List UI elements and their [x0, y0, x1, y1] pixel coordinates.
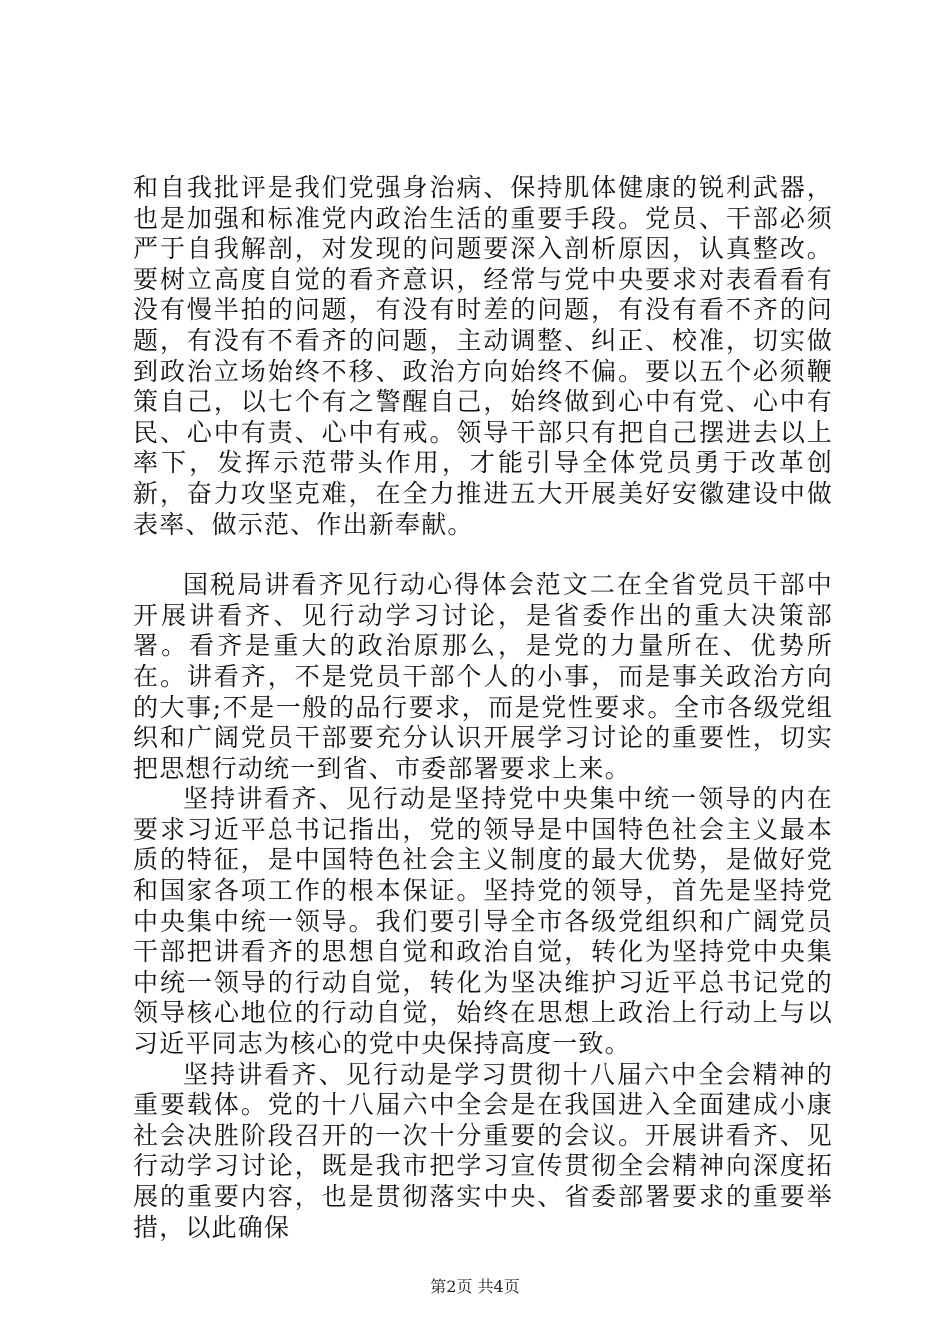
document-body	[133, 173, 833, 1243]
paragraph-2: 国税局讲看齐见行动心得体会范文二在全省党员干部中开展讲看齐、见行动学习讨论，是省委作出的重大决策部署。看齐是重大的政治原那么，是党的力量所在、优势所在。讲看齐，不是党员干部个人的小事，而是事关政治方向的大事;不是一般的品行要求，而是党性要求。全市各级党组织和广阔党员干部要充分认识开展学习讨论的重要性，切实把思想行动统一到省、市委部署要求上来。	[133, 570, 833, 783]
paragraph-3: 坚持讲看齐、见行动是坚持党中央集中统一领导的内在要求习近平总书记指出，党的领导是中国特色社会主义最本质的特征，是中国特色社会主义制度的最大优势，是做好党和国家各项工作的根本保证。坚持党的领导，首先是坚持党中央集中统一领导。我们要引导全市各级党组织和广阔党员干部把讲看齐的思想自觉和政治自觉，转化为坚持党中央集中统一领导的行动自觉，转化为坚决维护习近平总书记党的领导核心地位的行动自觉，始终在思想上政治上行动上与以习近平同志为核心的党中央保持高度一致。	[133, 784, 833, 1059]
page-footer: 第2页 共4页	[430, 1277, 520, 1296]
paragraph-1: 和自我批评是我们党强身治病、保持肌体健康的锐利武器，也是加强和标准党内政治生活的重要手段。党员、干部必须严于自我解剖，对发现的问题要深入剖析原因，认真整改。要树立高度自觉的看齐意识，经常与党中央要求对表看看有没有慢半拍的问题，有没有时差的问题，有没有看不齐的问题，有没有不看齐的问题，主动调整、纠正、校准，切实做到政治立场始终不移、政治方向始终不偏。要以五个必须鞭策自己，以七个有之警醒自己，始终做到心中有党、心中有民、心中有责、心中有戒。领导干部只有把自己摆进去以上率下，发挥示范带头作用，才能引导全体党员勇于改革创新，奋力攻坚克难，在全力推进五大开展美好安徽建设中做表率、做示范、作出新奉献。	[133, 173, 833, 539]
paragraph-4: 坚持讲看齐、见行动是学习贯彻十八届六中全会精神的重要载体。党的十八届六中全会是在我国进入全面建成小康社会决胜阶段召开的一次十分重要的会议。开展讲看齐、见行动学习讨论，既是我市把学习宣传贯彻全会精神向深度拓展的重要内容，也是贯彻落实中央、省委部署要求的重要举措，以此确保	[133, 1059, 833, 1242]
